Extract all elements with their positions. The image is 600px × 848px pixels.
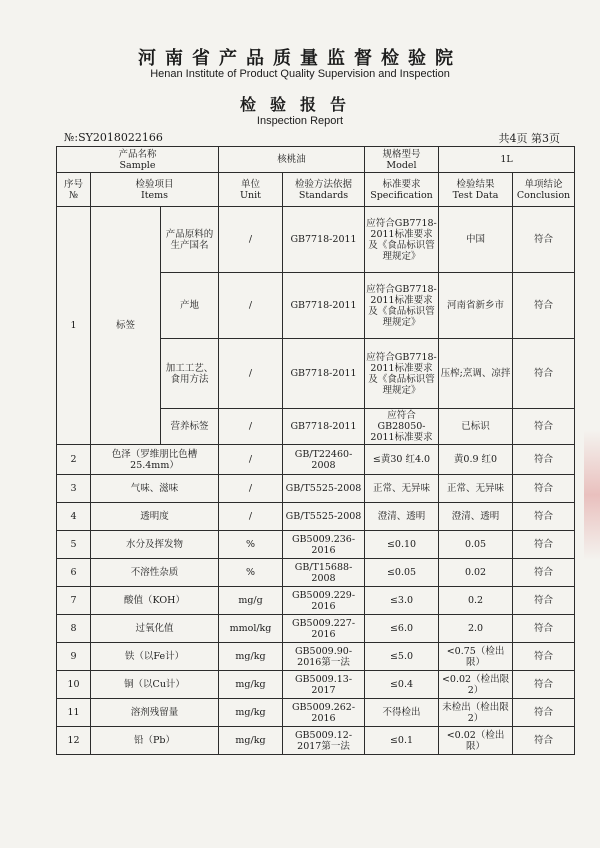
row-number: 4: [57, 503, 91, 531]
standard-cell: GB/T5525-2008: [283, 503, 365, 531]
standard-cell: GB/T22460-2008: [283, 445, 365, 475]
spec-cell: 不得检出: [365, 699, 439, 727]
test-data-cell: 已标识: [439, 409, 513, 445]
report-number: №:SY2018022166: [64, 131, 163, 144]
row-number: 7: [57, 587, 91, 615]
row-number: 2: [57, 445, 91, 475]
item-name: 铅（Pb）: [91, 727, 219, 755]
spec-cell: ≤3.0: [365, 587, 439, 615]
item-name: 气味、滋味: [91, 475, 219, 503]
col-no: 序号 №: [57, 173, 91, 207]
test-data-cell: 未检出（检出限2）: [439, 699, 513, 727]
conclusion-cell: 符合: [513, 559, 575, 587]
row-number: 6: [57, 559, 91, 587]
test-data-cell: <0.02（检出限2）: [439, 671, 513, 699]
conclusion-cell: 符合: [513, 587, 575, 615]
seal-mark-edge: [584, 430, 600, 560]
standard-cell: GB5009.236-2016: [283, 531, 365, 559]
test-data-cell: 黄0.9 红0: [439, 445, 513, 475]
table-row: [57, 727, 575, 755]
test-data-cell: 河南省新乡市: [439, 273, 513, 339]
unit-cell: %: [219, 531, 283, 559]
conclusion-cell: 符合: [513, 207, 575, 273]
col-test-data: 检验结果 Test Data: [439, 173, 513, 207]
spec-cell: ≤0.05: [365, 559, 439, 587]
row-number: 12: [57, 727, 91, 755]
standard-cell: GB5009.229-2016: [283, 587, 365, 615]
table-row: [57, 531, 575, 559]
unit-cell: %: [219, 559, 283, 587]
spec-cell: 应符合GB28050-2011标准要求: [365, 409, 439, 445]
row-number: 8: [57, 615, 91, 643]
sample-label-cell: [57, 147, 219, 173]
col-items: 检验项目 Items: [91, 173, 219, 207]
row-number: 3: [57, 475, 91, 503]
column-header-row: [57, 173, 575, 207]
conclusion-cell: 符合: [513, 699, 575, 727]
item-name: 铜（以Cu计）: [91, 671, 219, 699]
unit-cell: /: [219, 445, 283, 475]
test-data-cell: 压榨;烹调、凉拌: [439, 339, 513, 409]
item-name: 透明度: [91, 503, 219, 531]
conclusion-cell: 符合: [513, 615, 575, 643]
unit-cell: mg/kg: [219, 671, 283, 699]
spec-cell: ≤黄30 红4.0: [365, 445, 439, 475]
table-row: [57, 587, 575, 615]
item-name: 铁（以Fe计）: [91, 643, 219, 671]
test-data-cell: 0.05: [439, 531, 513, 559]
standard-cell: GB5009.262-2016: [283, 699, 365, 727]
col-conclusion: 单项结论 Conclusion: [513, 173, 575, 207]
table-row: [57, 615, 575, 643]
spec-cell: ≤0.1: [365, 727, 439, 755]
unit-cell: mg/kg: [219, 727, 283, 755]
spec-cell: ≤0.4: [365, 671, 439, 699]
row-number: 1: [57, 207, 91, 445]
unit-cell: /: [219, 409, 283, 445]
spec-cell: 澄清、透明: [365, 503, 439, 531]
model-label-en: Model: [386, 159, 417, 171]
unit-cell: /: [219, 273, 283, 339]
item-name: 溶剂残留量: [91, 699, 219, 727]
item-name: 不溶性杂质: [91, 559, 219, 587]
conclusion-cell: 符合: [513, 531, 575, 559]
conclusion-cell: 符合: [513, 475, 575, 503]
sample-label-cn: 产品名称: [118, 148, 157, 160]
institute-name-cn: 河南省产品质量监督检验院: [138, 48, 462, 69]
standard-cell: GB5009.13-2017: [283, 671, 365, 699]
sub-item-name: 营养标签: [161, 409, 219, 445]
standard-cell: GB5009.12-2017第一法: [283, 727, 365, 755]
report-title-cn: 检验报告: [239, 95, 360, 114]
sample-label-en: Sample: [119, 159, 156, 171]
standard-cell: GB5009.227-2016: [283, 615, 365, 643]
unit-cell: /: [219, 503, 283, 531]
sample-name-value: 核桃油: [219, 147, 365, 173]
conclusion-cell: 符合: [513, 445, 575, 475]
standard-cell: GB7718-2011: [283, 207, 365, 273]
col-standards: 检验方法依据 Standards: [283, 173, 365, 207]
test-data-cell: 0.2: [439, 587, 513, 615]
sub-item-name: 加工工艺、食用方法: [161, 339, 219, 409]
standard-cell: GB5009.90-2016第一法: [283, 643, 365, 671]
col-unit: 单位 Unit: [219, 173, 283, 207]
unit-cell: /: [219, 339, 283, 409]
table-row: [57, 503, 575, 531]
table-row: [57, 475, 575, 503]
sample-row: [57, 147, 575, 173]
spec-cell: 应符合GB7718-2011标准要求及《食品标识管理规定》: [365, 207, 439, 273]
test-data-cell: 中国: [439, 207, 513, 273]
table-row: [57, 207, 575, 273]
row-number: 9: [57, 643, 91, 671]
test-data-cell: <0.02（检出限）: [439, 727, 513, 755]
inspection-table: [56, 146, 575, 755]
item-name: 过氧化值: [91, 615, 219, 643]
spec-cell: ≤6.0: [365, 615, 439, 643]
test-data-cell: 正常、无异味: [439, 475, 513, 503]
conclusion-cell: 符合: [513, 727, 575, 755]
unit-cell: mmol/kg: [219, 615, 283, 643]
conclusion-cell: 符合: [513, 643, 575, 671]
table-row: [57, 445, 575, 475]
unit-cell: mg/kg: [219, 643, 283, 671]
unit-cell: mg/kg: [219, 699, 283, 727]
table-row: [57, 643, 575, 671]
standard-cell: GB/T5525-2008: [283, 475, 365, 503]
table-row: [57, 559, 575, 587]
item-name: 水分及挥发物: [91, 531, 219, 559]
col-specification: 标准要求 Specification: [365, 173, 439, 207]
table-row: [57, 671, 575, 699]
test-data-cell: <0.75（检出限）: [439, 643, 513, 671]
item-name: 酸值（KOH）: [91, 587, 219, 615]
unit-cell: mg/g: [219, 587, 283, 615]
standard-cell: GB7718-2011: [283, 339, 365, 409]
conclusion-cell: 符合: [513, 409, 575, 445]
unit-cell: /: [219, 207, 283, 273]
item-name: 标签: [91, 207, 161, 445]
spec-cell: ≤5.0: [365, 643, 439, 671]
institute-name-en: Henan Institute of Product Quality Supervision and Inspection: [150, 68, 450, 80]
standard-cell: GB/T15688-2008: [283, 559, 365, 587]
test-data-cell: 2.0: [439, 615, 513, 643]
standard-cell: GB7718-2011: [283, 409, 365, 445]
test-data-cell: 澄清、透明: [439, 503, 513, 531]
conclusion-cell: 符合: [513, 273, 575, 339]
model-label-cell: [365, 147, 439, 173]
model-label-cn: 规格型号: [382, 148, 421, 160]
row-number: 5: [57, 531, 91, 559]
spec-cell: 正常、无异味: [365, 475, 439, 503]
standard-cell: GB7718-2011: [283, 273, 365, 339]
page-info: 共4页 第3页: [498, 132, 560, 145]
spec-cell: 应符合GB7718-2011标准要求及《食品标识管理规定》: [365, 273, 439, 339]
test-data-cell: 0.02: [439, 559, 513, 587]
item-name: 色泽（罗维朋比色槽25.4mm）: [91, 445, 219, 475]
sub-item-name: 产地: [161, 273, 219, 339]
conclusion-cell: 符合: [513, 503, 575, 531]
report-title-en: Inspection Report: [256, 115, 344, 127]
conclusion-cell: 符合: [513, 671, 575, 699]
sub-item-name: 产品原料的生产国名: [161, 207, 219, 273]
spec-cell: ≤0.10: [365, 531, 439, 559]
conclusion-cell: 符合: [513, 339, 575, 409]
model-value: 1L: [439, 147, 575, 173]
row-number: 11: [57, 699, 91, 727]
table-row: [57, 699, 575, 727]
spec-cell: 应符合GB7718-2011标准要求及《食品标识管理规定》: [365, 339, 439, 409]
row-number: 10: [57, 671, 91, 699]
unit-cell: /: [219, 475, 283, 503]
